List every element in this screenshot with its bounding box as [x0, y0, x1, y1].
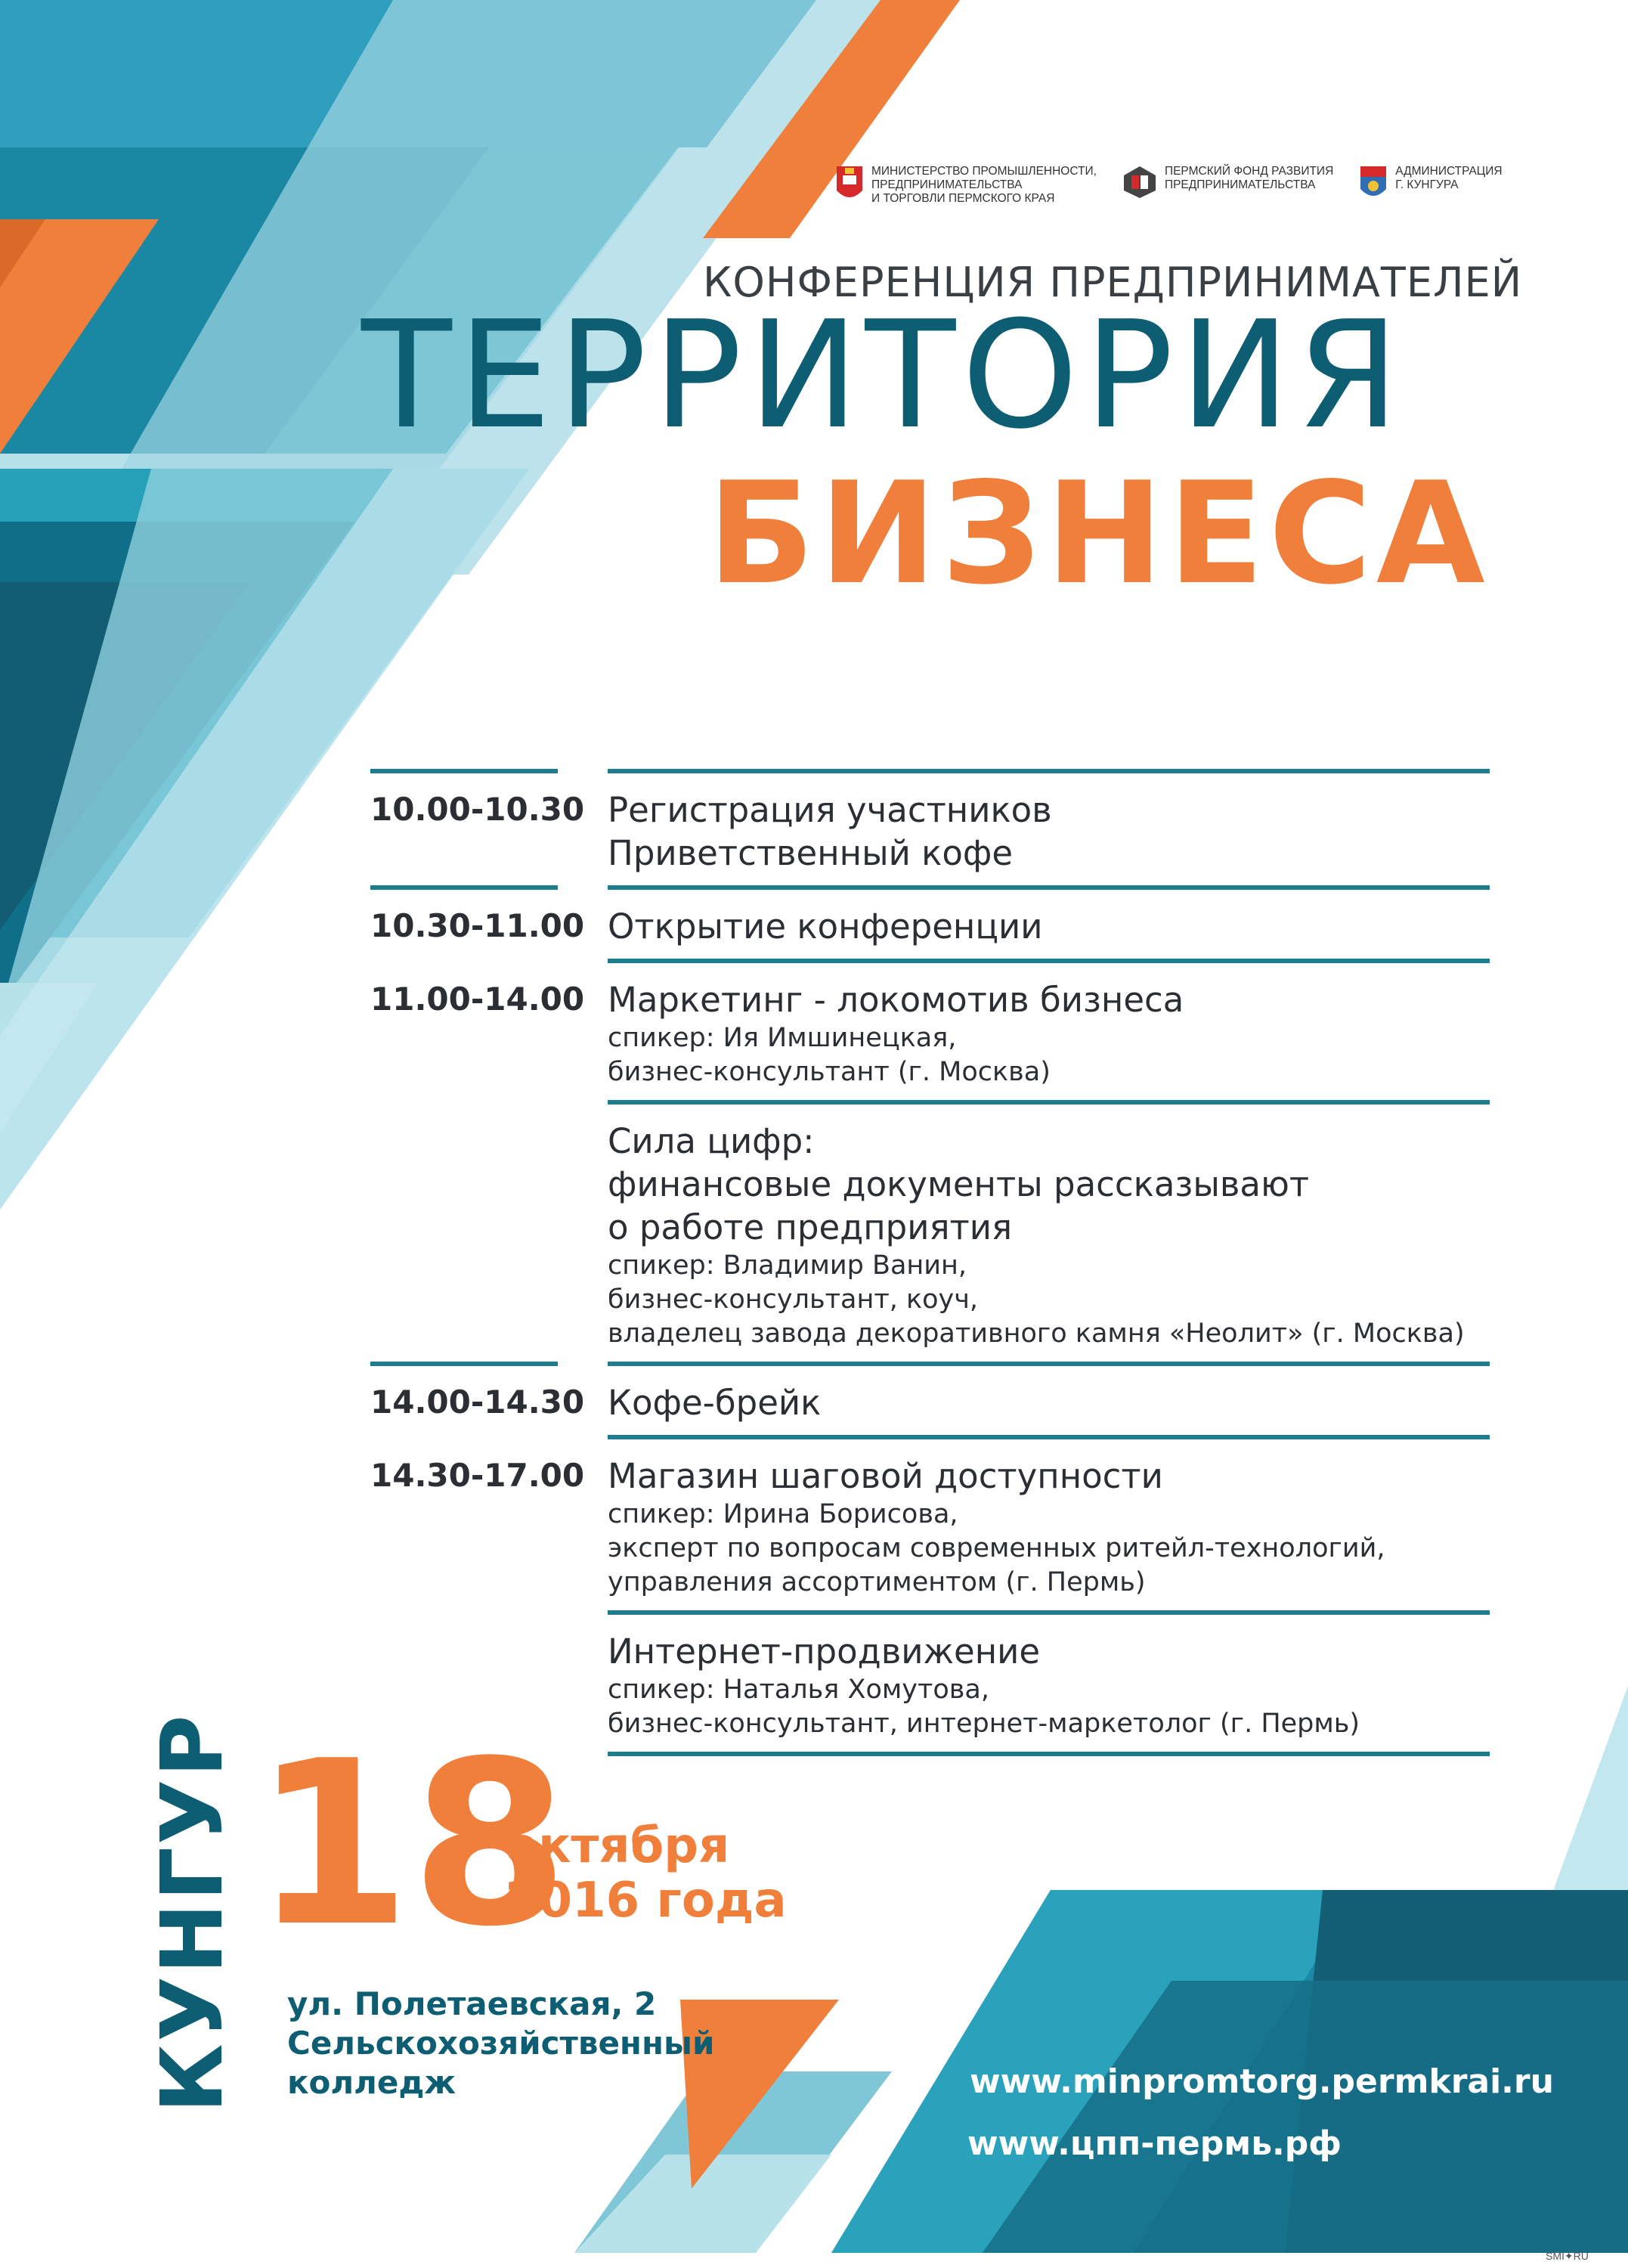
logo-ministry [835, 165, 1097, 206]
event-title: Регистрация участников Приветственный кофе [608, 790, 1052, 873]
event-speaker: спикер: Владимир Ванин, бизнес-консультант, коуч, владелец завода декоративного камня «Неолит» (г. Москва) [608, 1250, 1465, 1349]
event-title: Магазин шаговой доступности [608, 1456, 1163, 1496]
website-link-minpromtorg[interactable]: www.minpromtorg.permkrai.ru [970, 2062, 1554, 2101]
event-title: Маркетинг - локомотив бизнеса [608, 980, 1184, 1020]
slot-time: 10.30-11.00 [370, 907, 585, 944]
slot-time: 10.00-10.30 [370, 791, 585, 828]
schedule-slot [370, 885, 1500, 959]
conference-subtitle: КОНФЕРЕНЦИЯ ПРЕДПРИНИМАТЕЛЕЙ [703, 259, 1523, 306]
fund-logo-icon [1122, 165, 1157, 200]
event-title: Кофе-брейк [608, 1383, 822, 1423]
logo-ministry-text: МИНИСТЕРСТВО ПРОМЫШЛЕННОСТИ, ПРЕДПРИНИМАТЕЛЬСТВА И ТОРГОВЛИ ПЕРМСКОГО КРАЯ [871, 165, 1097, 205]
title-territory: ТЕРРИТОРИЯ [361, 290, 1406, 462]
date-year: 2016 года [505, 1873, 787, 1929]
logo-administration [1359, 165, 1502, 206]
title-business: БИЗНЕСА [707, 451, 1490, 615]
event-speaker: спикер: Ия Имшинецкая, бизнес-консультант (г. Москва) [608, 1023, 1051, 1087]
logo-fund-text: ПЕРМСКИЙ ФОНД РАЗВИТИЯ ПРЕДПРИНИМАТЕЛЬСТВА [1164, 165, 1334, 191]
logo-administration-text: АДМИНИСТРАЦИЯ Г. КУНГУРА [1395, 165, 1503, 191]
divider-line [608, 1752, 1490, 1756]
venue-address: ул. Полетаевская, 2 Сельскохозяйственный колледж [287, 1985, 715, 2101]
partner-logos [835, 165, 1503, 206]
schedule-slot [370, 959, 1500, 1362]
slot-time: 11.00-14.00 [370, 981, 585, 1018]
city-name: КУНГУР [144, 1712, 242, 2113]
schedule-slot [370, 1435, 1500, 1756]
event-title: Интернет-продвижение [608, 1631, 1041, 1672]
event-title: Открытие конференции [608, 906, 1043, 947]
watermark: SMI✦RU [1546, 2250, 1589, 2262]
logo-fund [1122, 165, 1333, 206]
event-speaker: спикер: Ирина Борисова, эксперт по вопросам современных ритейл-технологий, управления ассортиментом (г. Пермь) [608, 1499, 1385, 1597]
perm-krai-coat-icon [835, 165, 864, 204]
schedule-slot [370, 1362, 1500, 1435]
website-link-cpp[interactable]: www.цпп-пермь.рф [967, 2124, 1342, 2163]
date-month: октября [505, 1818, 730, 1874]
slot-time: 14.30-17.00 [370, 1457, 585, 1494]
kungur-coat-icon [1359, 165, 1388, 203]
schedule [370, 769, 1500, 1756]
event-speaker: спикер: Наталья Хомутова, бизнес-консультант, интернет-маркетолог (г. Пермь) [608, 1675, 1360, 1739]
event-title: Сила цифр: финансовые документы рассказывают о работе предприятия [608, 1121, 1310, 1247]
schedule-slot [370, 769, 1500, 885]
date-month-year [505, 1819, 787, 1928]
slot-time: 14.00-14.30 [370, 1383, 585, 1421]
date-day: 18 [253, 1712, 569, 1976]
